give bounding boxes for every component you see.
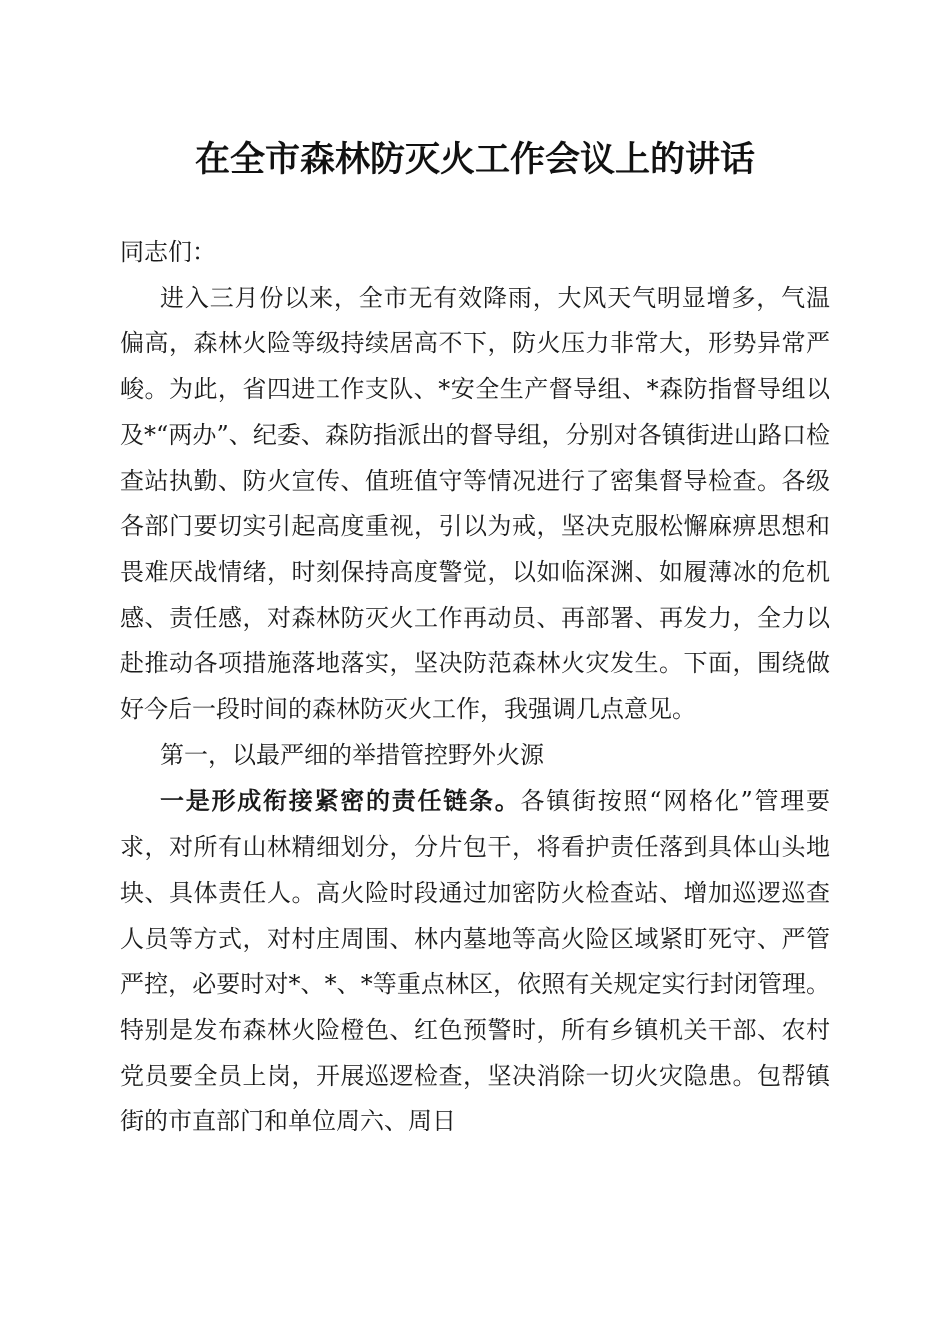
salutation: 同志们： <box>120 238 216 266</box>
subsection-lead: 一是形成衔接紧密的责任链条。 <box>160 786 521 816</box>
document-title: 在全市森林防灭火工作会议上的讲话 <box>194 139 755 180</box>
subsection-text: 各镇街按照“网格化”管理要求，对所有山林精细划分，分片包干，将看护责任落到具体山头地块、具体责任人。高火险时段通过加密防火检查站、增加巡逻巡查人员等方式，对村庄周围、林内墓地等高火险区域紧盯死守、严管严控，必要时对*、*、*等重点林区，依照有关规定实行封闭管理。特别是发布森林火险橙色、红色预警时，所有乡镇机关干部、农村党员要全员上岗，开展巡逻检查，坚决消除一切火灾隐患。包帮镇街的市直部门和单位周六、周日 <box>120 787 831 1136</box>
intro-paragraph: 进入三月份以来，全市无有效降雨，大风天气明显增多，气温偏高，森林火险等级持续居高不下，防火压力非常大，形势异常严峻。为此，省四进工作支队、*安全生产督导组、*森防指督导组以及*“两办”、纪委、森防指派出的督导组，分别对各镇街进山路口检查站执勤、防火宣传、值班值守等情况进行了密集督导检查。各级各部门要切实引起高度重视，引以为戒，坚决克服松懈麻痹思想和畏难厌战情绪，时刻保持高度警觉，以如临深渊、如履薄冰的危机感、责任感，对森林防灭火工作再动员、再部署、再发力，全力以赴推动各项措施落地落实，坚决防范森林火灾发生。下面，围绕做好今后一段时间的森林防灭火工作，我强调几点意见。 <box>120 283 830 724</box>
subsection-paragraph <box>120 778 830 1145</box>
section-heading: 第一，以最严细的举措管控野外火源 <box>160 740 544 769</box>
document-body <box>120 230 830 1145</box>
